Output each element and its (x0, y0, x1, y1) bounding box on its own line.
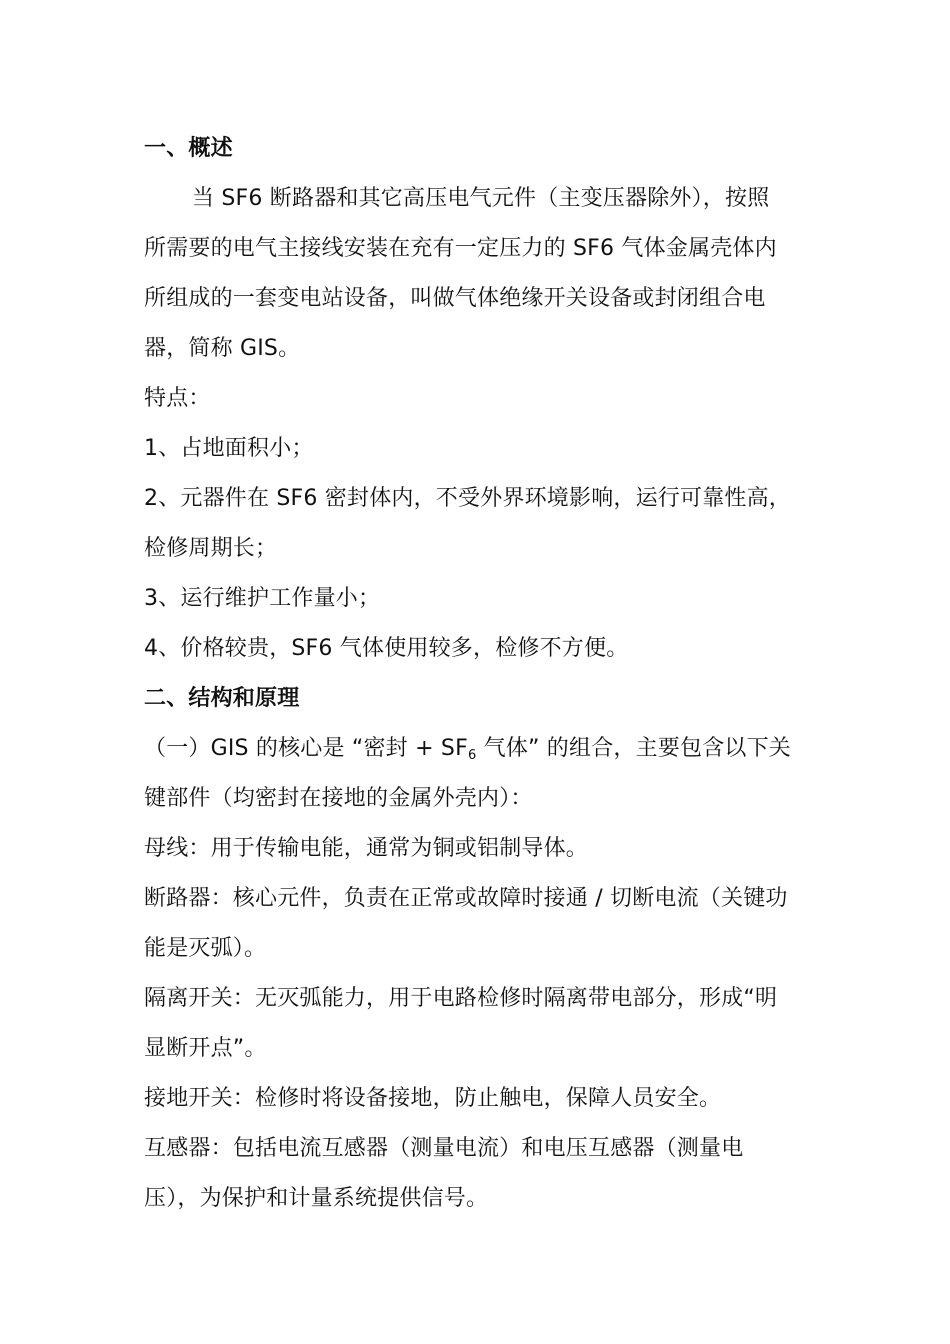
component-line: 能是灭弧）。 (144, 936, 267, 961)
section-heading-overview: 一、概述 (144, 136, 233, 161)
features-label: 特点： (144, 386, 211, 411)
paragraph-line: 器，简称 GIS。 (144, 336, 301, 361)
feature-item: 1、占地面积小； (144, 436, 314, 461)
paragraph-line: 所组成的一套变电站设备，叫做气体绝缘开关设备或封闭组合电 (144, 286, 766, 311)
component-line: 互感器：包括电流互感器（测量电流）和电压互感器（测量电 (144, 1136, 744, 1161)
component-line: 隔离开关：无灭弧能力，用于电路检修时隔离带电部分，形成“明 (144, 986, 778, 1011)
component-line: 显断开点”。 (144, 1036, 267, 1061)
paragraph-line: 当 SF6 断路器和其它高压电气元件（主变压器除外），按照 (192, 186, 770, 211)
feature-item: 4、价格较贵，SF6 气体使用较多，检修不方便。 (144, 636, 629, 661)
section-heading-structure: 二、结构和原理 (144, 686, 300, 711)
feature-item: 3、运行维护工作量小； (144, 586, 381, 611)
feature-item: 检修周期长； (144, 536, 278, 561)
component-line: 压），为保护和计量系统提供信号。 (144, 1186, 489, 1211)
component-line: 断路器：核心元件，负责在正常或故障时接通 / 切断电流（关键功 (144, 886, 788, 911)
feature-item: 2、元器件在 SF6 密封体内，不受外界环境影响，运行可靠性高， (144, 486, 792, 511)
intro-suffix: 气体” 的组合，主要包含以下关 (476, 736, 792, 761)
intro-line (144, 734, 824, 764)
intro-subscript: 6 (467, 748, 477, 763)
component-line: 接地开关：检修时将设备接地，防止触电，保障人员安全。 (144, 1086, 722, 1111)
component-line: 母线：用于传输电能，通常为铜或铝制导体。 (144, 836, 589, 861)
intro-prefix: （一）GIS 的核心是 “密封 + SF (144, 736, 468, 761)
paragraph-line: 所需要的电气主接线安装在充有一定压力的 SF6 气体金属壳体内 (144, 236, 777, 261)
intro-line: 键部件（均密封在接地的金属外壳内）： (144, 786, 533, 811)
